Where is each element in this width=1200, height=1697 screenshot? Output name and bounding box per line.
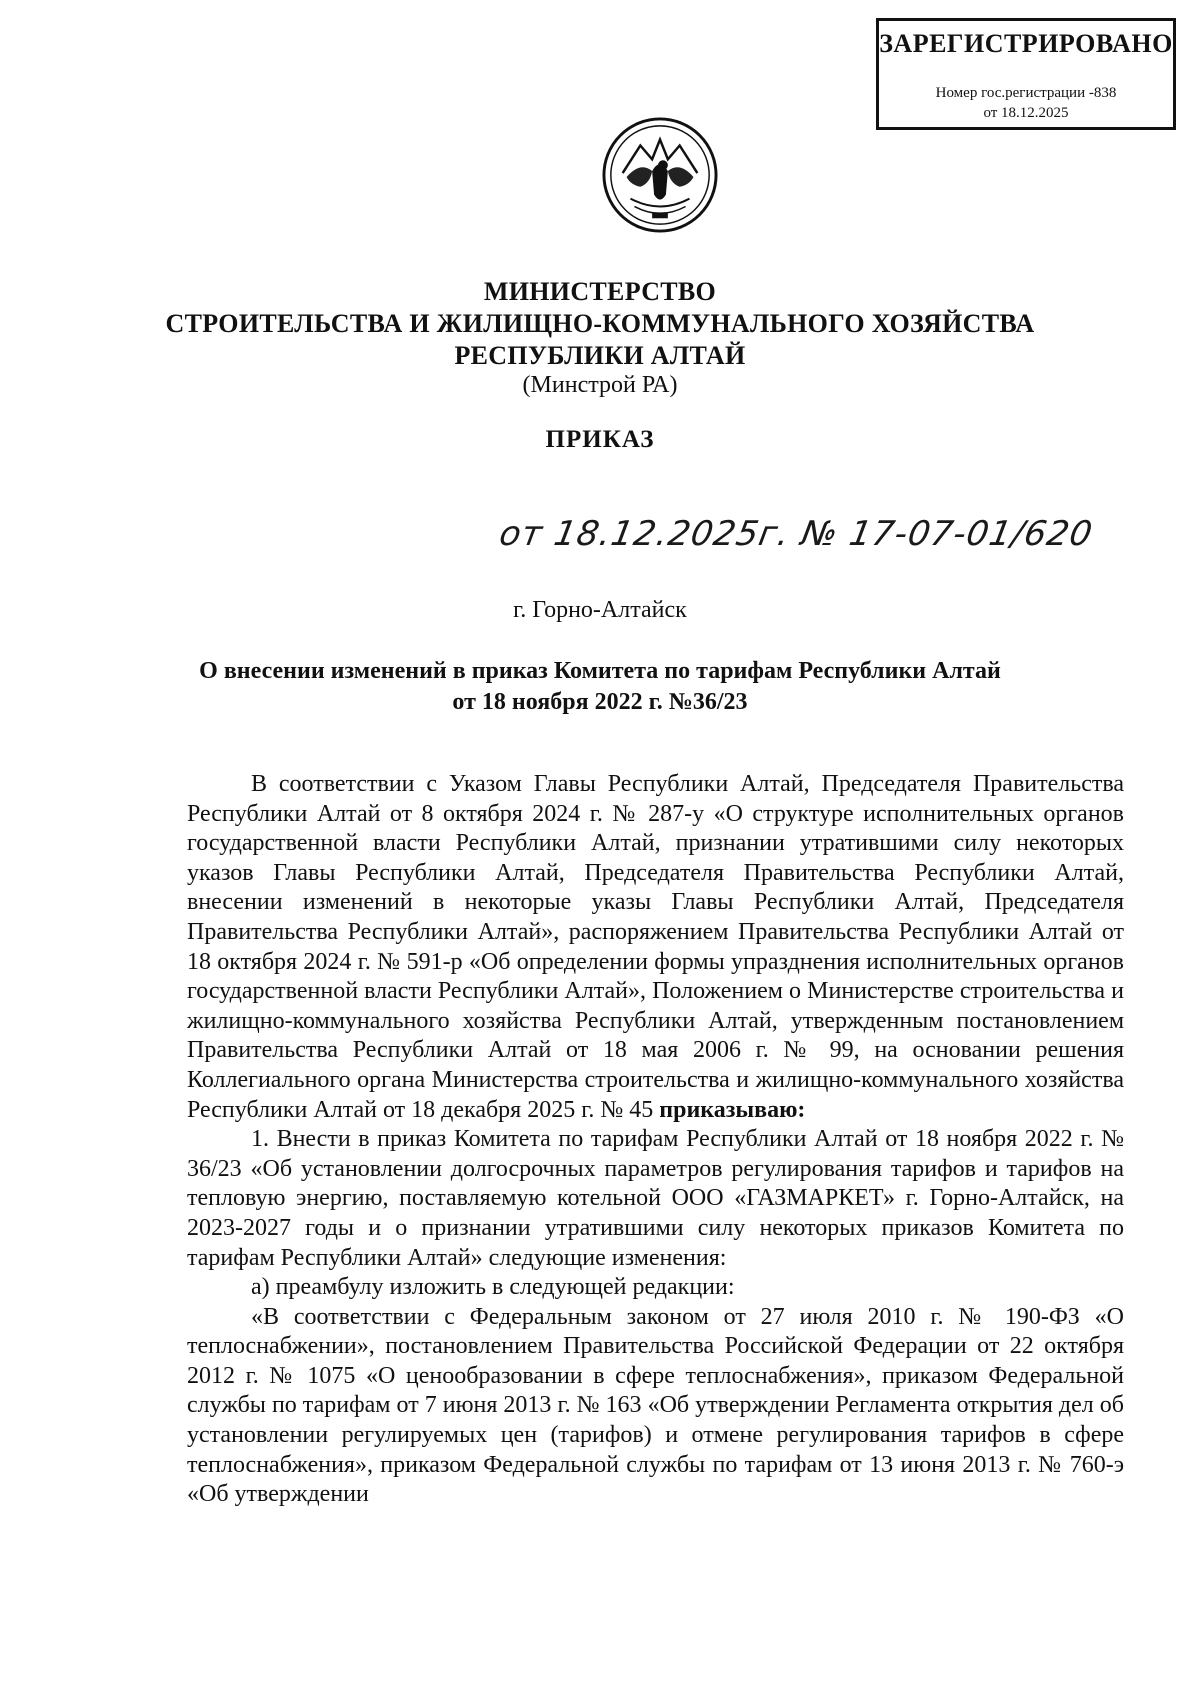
stamp-title: ЗАРЕГИСТРИРОВАНО <box>879 29 1173 58</box>
order-subject-line1: О внесении изменений в приказ Комитета по тарифам Республики Алтай <box>199 658 1001 684</box>
handwritten-date-and-number: от 18.12.2025г. № 17-07-01/620 <box>496 514 1096 554</box>
republic-altai-coat-of-arms-icon <box>601 116 719 234</box>
order-subject <box>0 656 1200 718</box>
body-paragraph: «В соответствии с Федеральным законом от 27 июля 2010 г. № 190-ФЗ «О теплоснабжении», постановлением Правительства Российской Федерации от 22 октября 2012 г. № 1075 «О ценообразовании в сфере теплоснабжения», приказом Федеральной службы по тарифам от 7 июня 2013 г. № 163 «Об утверждении Регламента открытия дел об установлении регулируемых цен (тарифов) и отмене регулирования тарифов в сфере теплоснабжения», приказом Федеральной службы по тарифам от 13 июня 2013 г. № 760-э «Об утверждении <box>187 1303 1124 1508</box>
document-type: ПРИКАЗ <box>545 426 655 453</box>
body-paragraph-text: В соответствии с Указом Главы Республики Алтай, Председателя Правительства Республики Алтай от 8 октября 2024 г. № 287-у «О структуре исполнительных органов государственной власти Республики Алтай, признании утратившими силу некоторых указов Главы Республики Алтай, Председателя Правительства Республики Алтай, внесении изменений в некоторые указы Главы Республики Алтай, Председателя Правительства Республики Алтай», распоряжением Правительства Республики Алтай от 18 октября 2024 г. № 591-р «Об определении формы упразднения исполнительных органов государственной власти Республики Алтай», Положением о Министерстве строительства и жилищно-коммунального хозяйства Республики Алтай, утвержденным постановлением Правительства Республики Алтай от 18 мая 2006 г. № 99, на основании решения Коллегиального органа Министерства строительства и жилищно-коммунального хозяйства Республики Алтай от 18 декабря 2025 г. № 45 <box>187 771 1124 1123</box>
ministry-name <box>0 276 1200 372</box>
registration-stamp <box>876 18 1176 130</box>
body-paragraph: 1. Внести в приказ Комитета по тарифам Республики Алтай от 18 ноября 2022 г. № 36/23 «Об установлении долгосрочных параметров регулирования тарифов и тарифов на тепловую энергию, поставляемую котельной ООО «ГАЗМАРКЕТ» г. Горно-Алтайск, на 2023-2027 годы и о признании утратившими силу некоторых приказов Комитета по тарифам Республики Алтай» следующие изменения: <box>187 1126 1124 1271</box>
order-keyword: приказываю: <box>659 1096 806 1123</box>
order-body <box>187 770 1124 1510</box>
ministry-name-line2: СТРОИТЕЛЬСТВА И ЖИЛИЩНО-КОММУНАЛЬНОГО ХОЗЯЙСТВА <box>165 309 1035 338</box>
body-paragraph: а) преамбулу изложить в следующей редакции: <box>251 1274 735 1301</box>
stamp-reg-number: Номер гос.регистрации -838 <box>935 85 1117 101</box>
order-subject-line2: от 18 ноября 2022 г. №36/23 <box>452 689 748 715</box>
ministry-name-line3: РЕСПУБЛИКИ АЛТАЙ <box>454 341 746 370</box>
ministry-abbreviation: (Минстрой РА) <box>522 372 678 398</box>
body-paragraph <box>187 770 1124 1125</box>
city: г. Горно-Алтайск <box>513 597 687 623</box>
ministry-name-line1: МИНИСТЕРСТВО <box>483 277 717 306</box>
stamp-reg-date: от 18.12.2025 <box>983 105 1069 121</box>
